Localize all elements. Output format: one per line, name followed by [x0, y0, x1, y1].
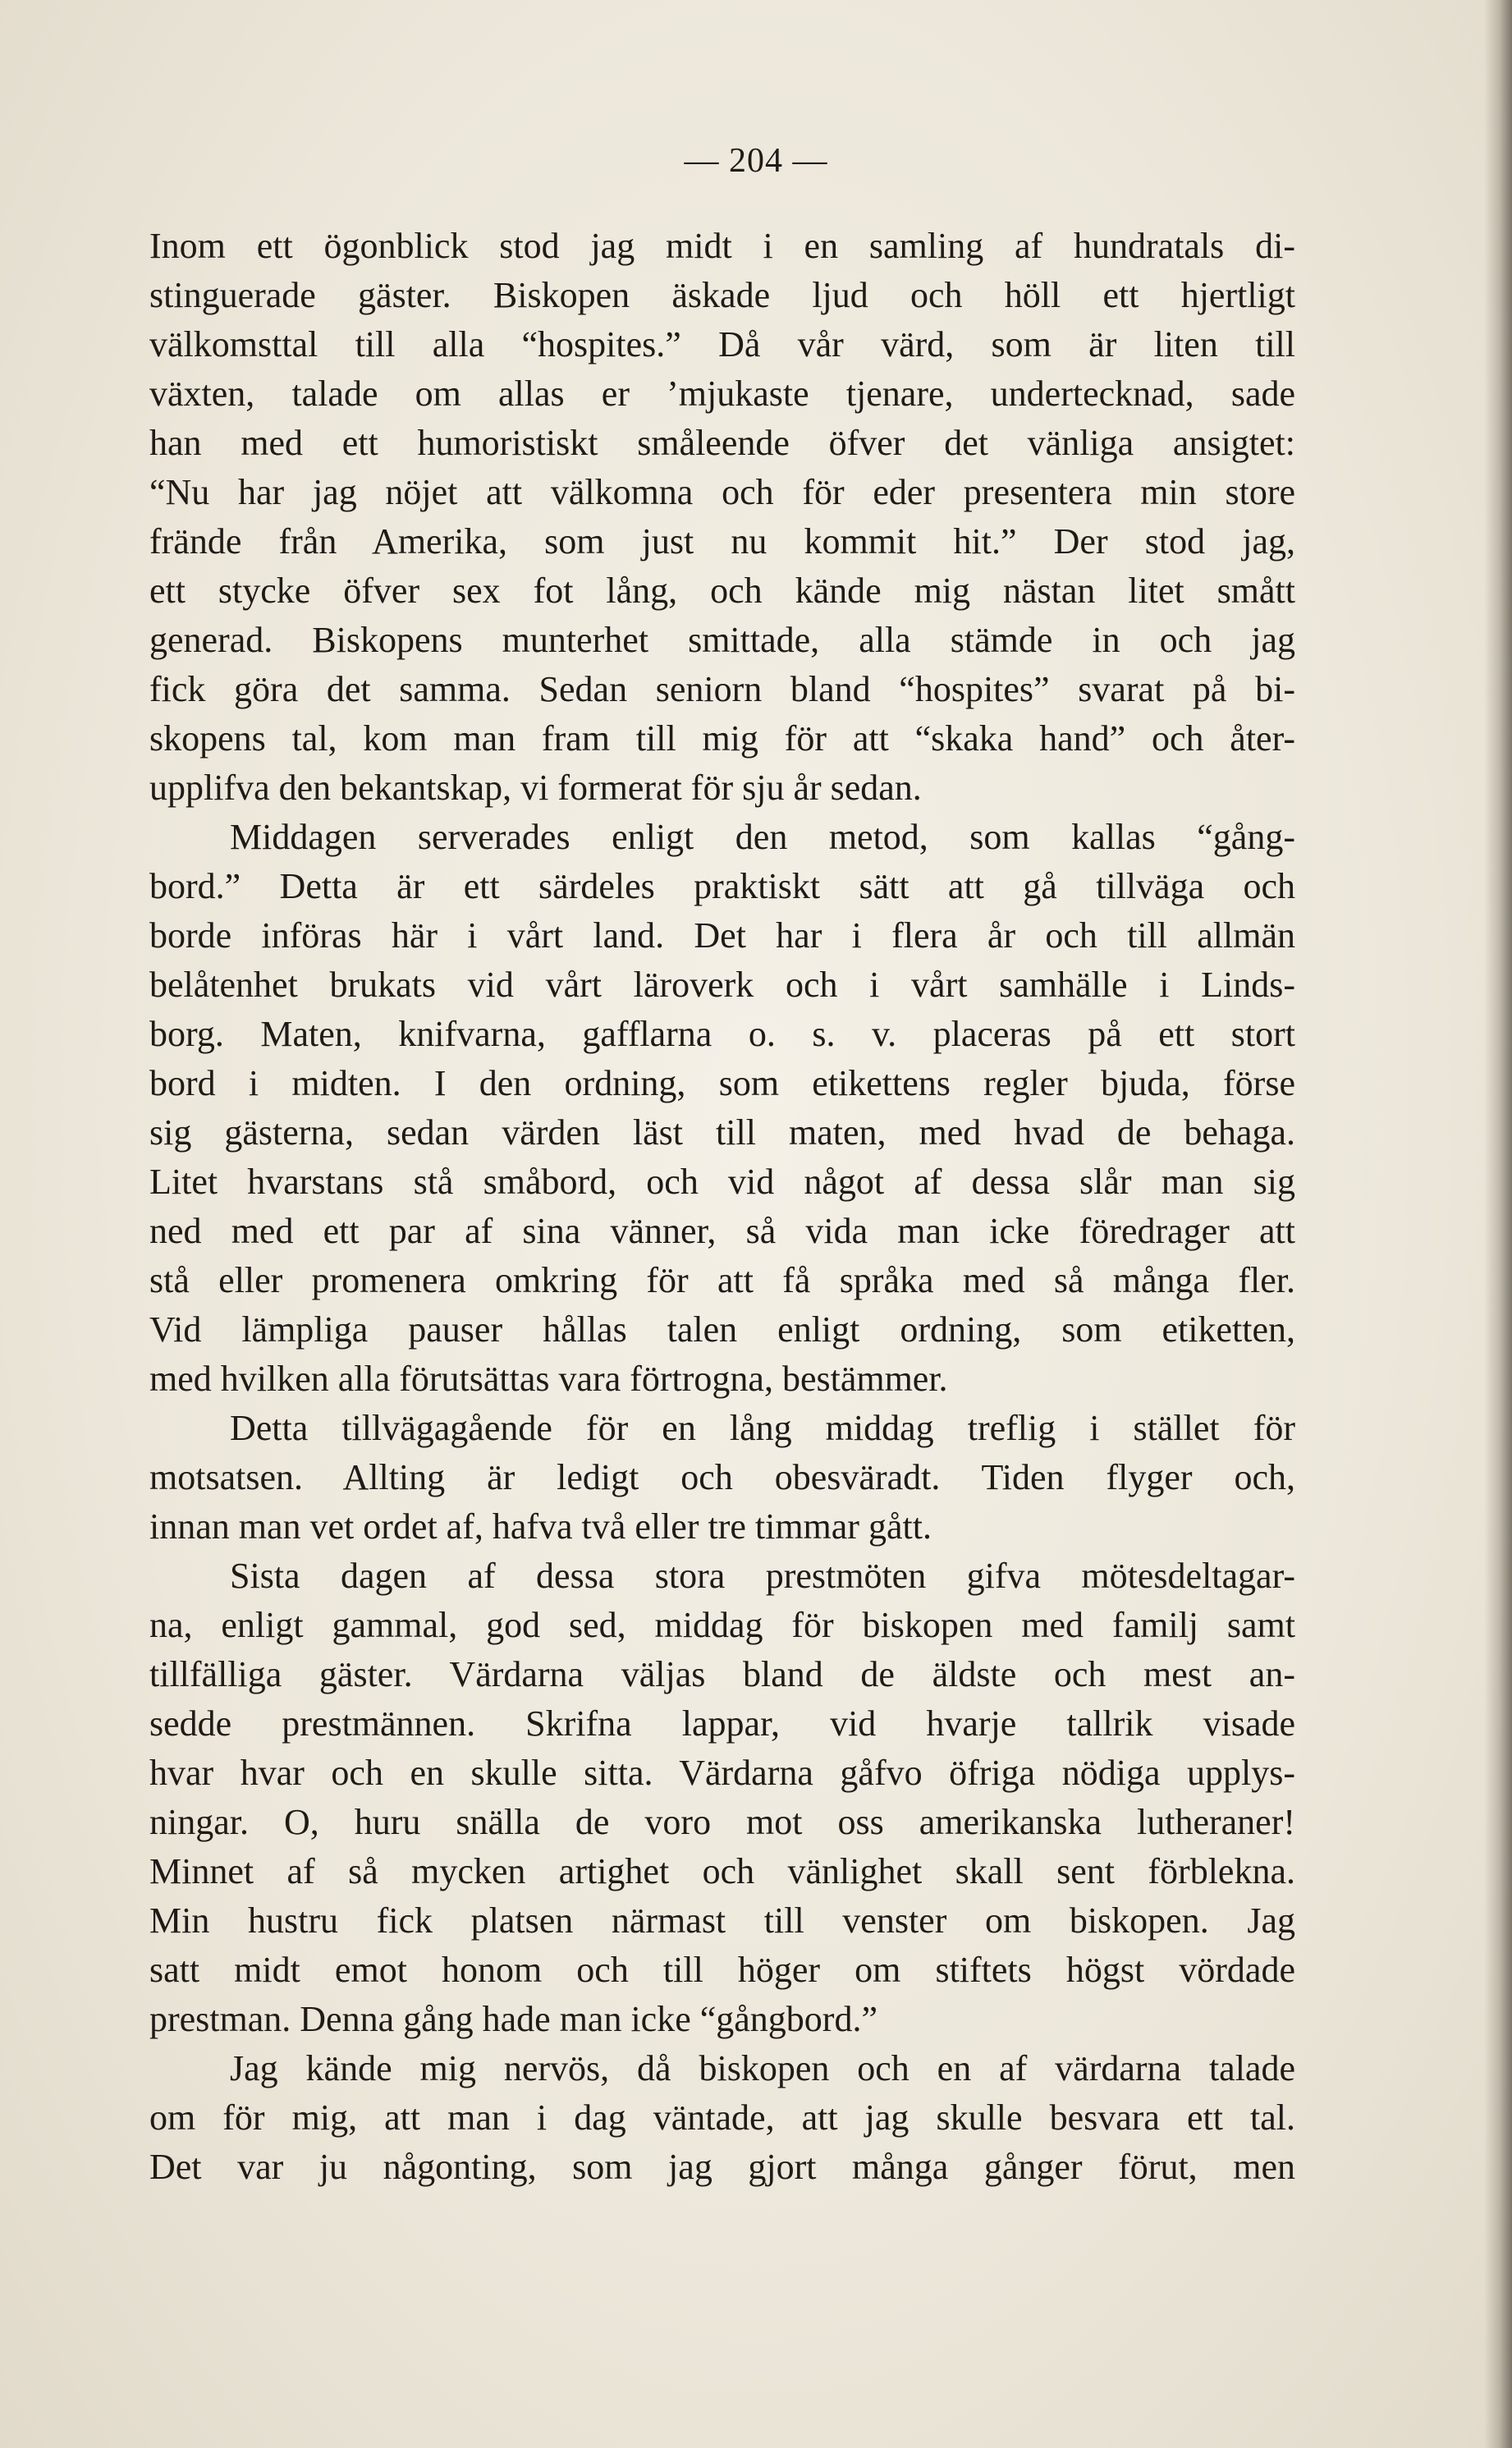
text-line: na, enligt gammal, god sed, middag för biskopen med familj samt: [149, 1605, 1295, 1645]
text-line: växten, talade om allas er ’mjukaste tjenare, undertecknad, sade: [149, 374, 1295, 414]
text-line: borg. Maten, knifvarna, gafflarna o. s. v. placeras på ett stort: [149, 1014, 1295, 1054]
text-line: välkomsttal till alla “hospites.” Då vår värd, som är liten till: [149, 324, 1295, 364]
text-line: upplifva den bekantskap, vi formerat för sju år sedan.: [149, 768, 922, 808]
text-line: Jag kände mig nervös, då biskopen och en af värdarna talade: [230, 2048, 1295, 2088]
text-line: prestman. Denna gång hade man icke “gångbord.”: [149, 1999, 877, 2039]
text-line: sedde prestmännen. Skrifna lappar, vid hvarje tallrik visade: [149, 1703, 1295, 1744]
text-line: om för mig, att man i dag väntade, att jag skulle besvara ett tal.: [149, 2097, 1295, 2138]
text-line: Det var ju någonting, som jag gjort många gånger förut, men: [149, 2147, 1295, 2187]
text-line: med hvilken alla förutsättas vara förtrogna, bestämmer.: [149, 1359, 948, 1399]
text-line: stinguerade gäster. Biskopen äskade ljud och höll ett hjertligt: [149, 275, 1295, 315]
text-line: frände från Amerika, som just nu kommit hit.” Der stod jag,: [149, 521, 1295, 562]
text-line: Detta tillvägagående för en lång middag treflig i stället för: [230, 1408, 1295, 1448]
text-line: ned med ett par af sina vänner, så vida man icke föredrager att: [149, 1211, 1295, 1251]
text-line: Middagen serverades enligt den metod, som kallas “gång-: [230, 817, 1295, 857]
text-line: Sista dagen af dessa stora prestmöten gifva mötesdeltagar-: [230, 1556, 1295, 1596]
text-line: skopens tal, kom man fram till mig för att “skaka hand” och åter-: [149, 718, 1295, 759]
text-line: ett stycke öfver sex fot lång, och kände mig nästan litet smått: [149, 571, 1295, 611]
text-line: bord.” Detta är ett särdeles praktiskt sätt att gå tillväga och: [149, 866, 1295, 906]
text-line: Litet hvarstans stå småbord, och vid något af dessa slår man sig: [149, 1162, 1295, 1202]
text-line: ningar. O, huru snälla de voro mot oss amerikanska lutheraner!: [149, 1802, 1295, 1842]
page-number: — 204 —: [684, 142, 828, 180]
text-line: motsatsen. Allting är ledigt och obesväradt. Tiden flyger och,: [149, 1457, 1295, 1497]
text-line: fick göra det samma. Sedan seniorn bland “hospites” svarat på bi-: [149, 669, 1295, 709]
text-line: generad. Biskopens munterhet smittade, alla stämde in och jag: [149, 620, 1295, 660]
text-line: Minnet af så mycken artighet och vänlighet skall sent förblekna.: [149, 1851, 1295, 1891]
text-line: stå eller promenera omkring för att få språka med så många fler.: [149, 1260, 1295, 1300]
text-line: han med ett humoristiskt småleende öfver det vänliga ansigtet:: [149, 423, 1295, 463]
text-line: bord i midten. I den ordning, som etikettens regler bjuda, förse: [149, 1063, 1295, 1103]
text-line: belåtenhet brukats vid vårt läroverk och i vårt samhälle i Linds-: [149, 965, 1295, 1005]
text-line: sig gästerna, sedan värden läst till maten, med hvad de behaga.: [149, 1112, 1295, 1153]
body-text: [149, 222, 1295, 2192]
text-line: satt midt emot honom och till höger om stiftets högst vördade: [149, 1950, 1295, 1990]
text-line: “Nu har jag nöjet att välkomna och för eder presentera min store: [149, 472, 1295, 512]
text-line: Inom ett ögonblick stod jag midt i en samling af hundratals di-: [149, 226, 1295, 266]
text-line: Vid lämpliga pauser hållas talen enligt ordning, som etiketten,: [149, 1309, 1295, 1350]
text-line: hvar hvar och en skulle sitta. Värdarna gåfvo öfriga nödiga upplys-: [149, 1753, 1295, 1793]
text-line: borde införas här i vårt land. Det har i flera år och till allmän: [149, 915, 1295, 956]
text-line: Min hustru fick platsen närmast till venster om biskopen. Jag: [149, 1900, 1295, 1941]
page-edge-shadow: [1484, 0, 1512, 2448]
text-line: innan man vet ordet af, hafva två eller tre timmar gått.: [149, 1506, 932, 1547]
text-line: tillfälliga gäster. Värdarna väljas bland de äldste och mest an-: [149, 1654, 1295, 1694]
